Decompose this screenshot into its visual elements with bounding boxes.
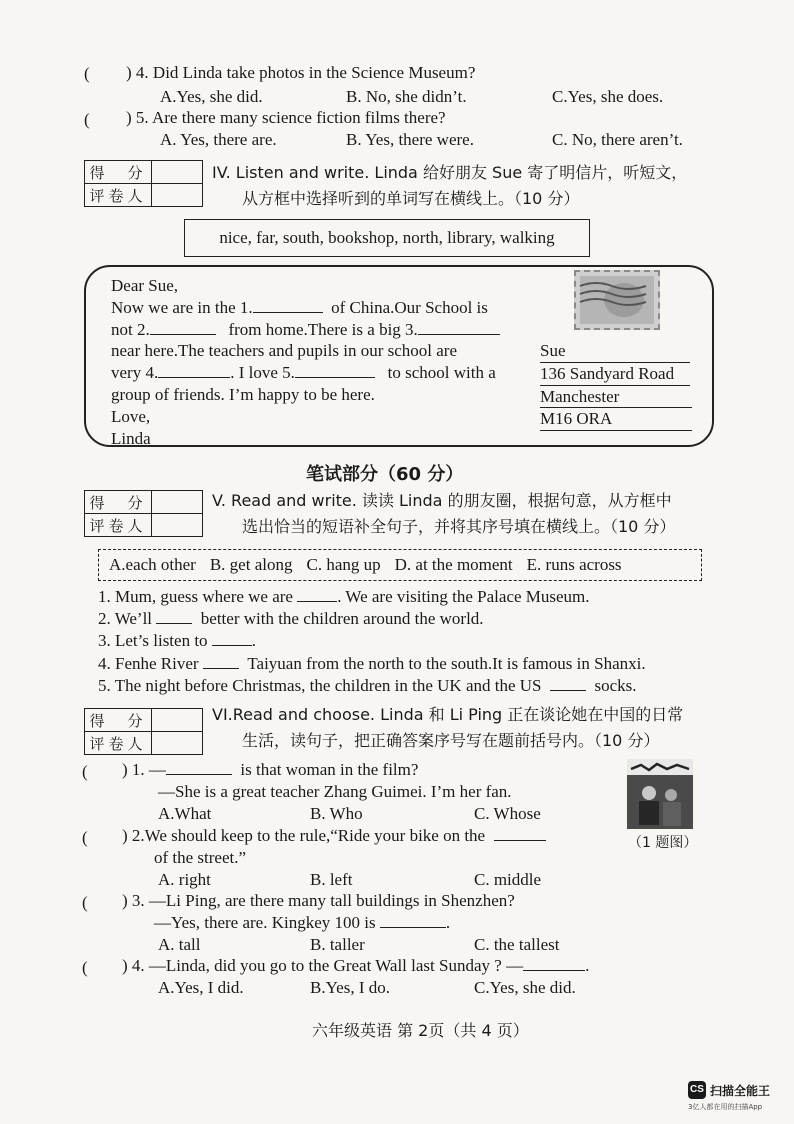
option-c: C.Yes, she did. <box>474 978 576 997</box>
score-box: 得 分 评卷人 <box>84 490 203 537</box>
sentence-5: 5. The night before Christmas, the children in the UK and the US socks. <box>98 675 637 695</box>
option-a: A.Yes, I did. <box>158 978 244 997</box>
option-b: B.Yes, I do. <box>310 978 390 997</box>
answer-paren[interactable]: ( <box>84 110 90 129</box>
written-part-title: 笔试部分（60 分） <box>306 464 464 485</box>
word-bank-box: nice, far, south, bookshop, north, library, walking <box>184 219 590 257</box>
stamp-image <box>574 270 660 330</box>
phrase-option-b: B. get along <box>209 555 293 574</box>
option-a: A. tall <box>158 935 201 954</box>
grader-field[interactable] <box>152 514 203 537</box>
blank[interactable] <box>550 690 586 691</box>
question-text: Are there many science fiction films there? <box>151 108 446 127</box>
question-4b: ) 4. —Linda, did you go to the Great Wall last Sunday ? — . <box>122 956 590 975</box>
sentence-3: 3. Let’s listen to . <box>98 631 257 651</box>
score-field[interactable] <box>152 161 203 184</box>
answer-paren[interactable]: ( <box>82 958 88 977</box>
option-a: A. Yes, there are. <box>160 130 277 149</box>
postcard: Dear Sue, Now we are in the 1. of China.Our School is not 2. from home.There is a big 3. near here.The teachers and pupils in our school are very 4. . I love 5. to school with a group of friends. I’m happy to be here. Love, Linda Sue 136 Sandyard Road Manchester M16 ORA <box>84 265 714 447</box>
score-box: 得 分 评卷人 <box>84 160 203 207</box>
page-footer: 六年级英语 第 2页（共 4 页） <box>312 1021 529 1040</box>
section-6-title: VI.Read and choose. Linda 和 Li Ping 正在谈论她在中国的日常 生活，读句子，把正确答案序号写在题前括号内。（10 分） <box>212 705 684 750</box>
option-a: A.Yes, she did. <box>160 87 263 106</box>
score-field[interactable] <box>152 709 203 732</box>
answer-paren[interactable]: ( <box>84 64 90 83</box>
blank-3[interactable] <box>418 334 500 335</box>
phrase-option-e: E. runs across <box>526 555 622 574</box>
grader-field[interactable] <box>152 732 203 755</box>
film-poster-image <box>627 759 693 829</box>
blank-1[interactable] <box>253 312 323 313</box>
blank[interactable] <box>203 668 239 669</box>
option-b: B. Yes, there were. <box>346 130 474 149</box>
option-c: C. the tallest <box>474 935 560 954</box>
answer-paren[interactable]: ( <box>82 893 88 912</box>
blank[interactable] <box>494 840 546 841</box>
sentence-2: 2. We’ll better with the children around the world. <box>98 609 484 629</box>
option-c: C. middle <box>474 870 542 889</box>
score-box: 得 分 评卷人 <box>84 708 203 755</box>
answer-paren[interactable]: ( <box>82 762 88 781</box>
section-5-title: V. Read and write. 读读 Linda 的朋友圈，根据句意，从方框中 选出恰当的短语补全句子，并将其序号填在横线上。（10 分） <box>212 491 676 536</box>
option-b: B. taller <box>310 935 365 954</box>
option-c: C. Whose <box>474 804 541 823</box>
cs-logo-icon: CS <box>688 1081 706 1099</box>
blank[interactable] <box>212 645 252 646</box>
score-field[interactable] <box>152 491 203 514</box>
phrase-option-d: D. at the moment <box>394 555 513 574</box>
picture-caption: （1 题图） <box>628 835 698 851</box>
answer-paren[interactable]: ( <box>82 828 88 847</box>
option-a: A. right <box>158 870 211 889</box>
blank-4[interactable] <box>158 377 230 378</box>
option-a: A.What <box>158 804 212 823</box>
phrase-option-a: A.each other <box>109 555 196 574</box>
question-3: ) 3. —Li Ping, are there many tall buildings in Shenzhen? <box>122 891 515 910</box>
question-2: ) 2.We should keep to the rule,“Ride your bike on the <box>122 826 546 846</box>
blank[interactable] <box>297 601 337 602</box>
address-block: Sue 136 Sandyard Road Manchester M16 ORA <box>540 340 692 431</box>
scanner-watermark: CS 扫描全能王 3亿人都在用的扫描App <box>688 1081 784 1115</box>
option-c: C. No, there aren’t. <box>552 130 683 149</box>
option-c: C.Yes, she does. <box>552 87 664 106</box>
blank[interactable] <box>166 774 232 775</box>
option-b: B. Who <box>310 804 363 823</box>
blank[interactable] <box>523 970 585 971</box>
sentence-4: 4. Fenhe River Taiyuan from the north to the south.It is famous in Shanxi. <box>98 653 646 673</box>
phrase-options-box <box>98 549 702 581</box>
postmark-icon <box>576 272 658 328</box>
option-b: B. left <box>310 870 353 889</box>
section-5-sentences <box>98 586 646 697</box>
blank[interactable] <box>380 927 446 928</box>
blank[interactable] <box>156 623 192 624</box>
section-4-title: IV. Listen and write. Linda 给好朋友 Sue 寄了明信片，听短文， 从方框中选择听到的单词写在横线上。（10 分） <box>212 163 688 208</box>
sentence-1: 1. Mum, guess where we are . We are visiting the Palace Museum. <box>98 587 590 606</box>
phrase-option-c: C. hang up <box>306 555 381 574</box>
grader-field[interactable] <box>152 184 203 207</box>
question-1: ) 1. — is that woman in the film? <box>122 760 419 779</box>
option-b: B. No, she didn’t. <box>346 87 467 106</box>
film-scene-icon <box>627 759 693 829</box>
blank-2[interactable] <box>150 334 216 335</box>
question-text: Did Linda take photos in the Science Museum? <box>152 63 476 82</box>
blank-5[interactable] <box>295 377 375 378</box>
